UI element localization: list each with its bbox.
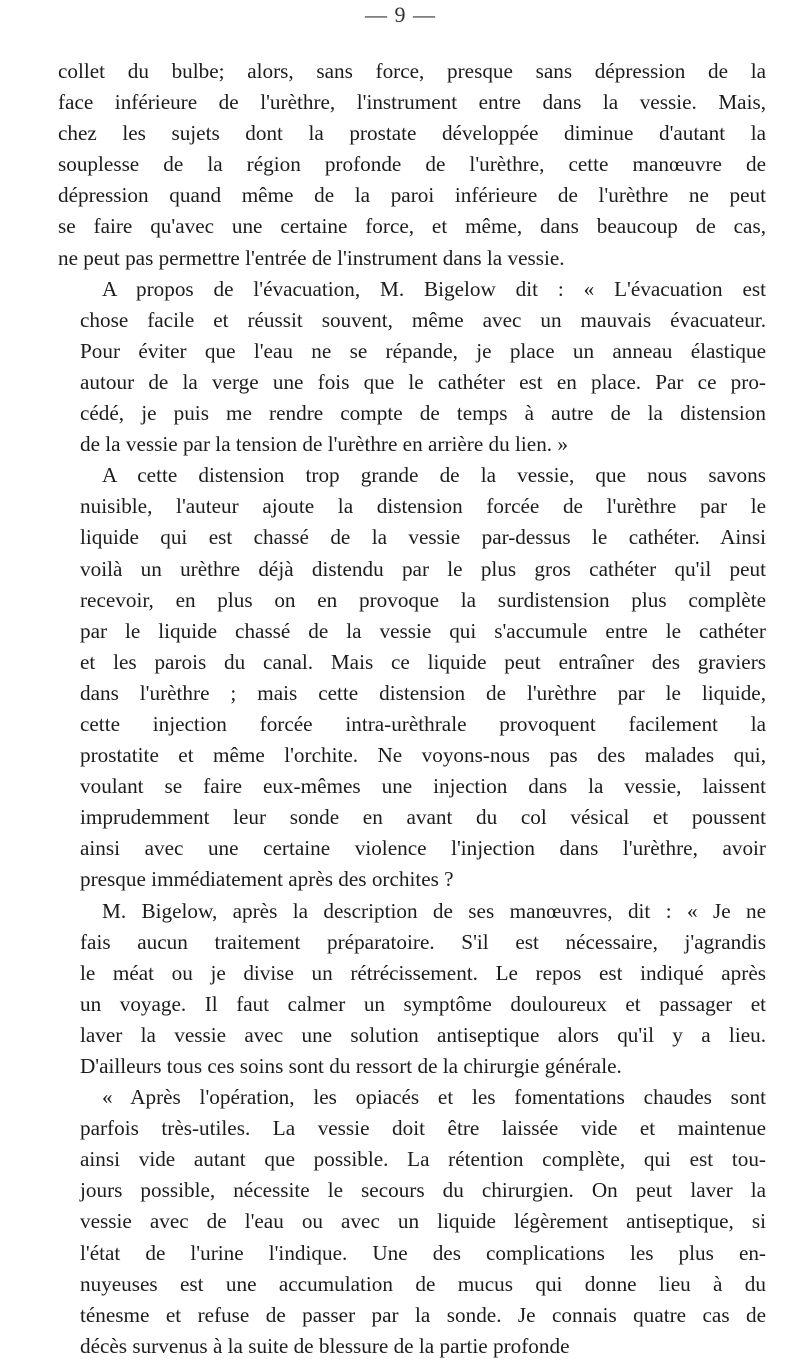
text-line: chez les sujets dont la prostate développée diminue d'autant la: [58, 121, 766, 146]
text-line: ténesme et refuse de passer par la sonde. Je connais quatre cas de: [80, 1302, 766, 1327]
text-line: souplesse de la région profonde de l'urèthre, cette manœuvre de: [58, 152, 766, 177]
text-line: dépression quand même de la paroi inférieure de l'urèthre ne peut: [58, 183, 766, 208]
text-line: ainsi avec une certaine violence l'injection dans l'urèthre, avoir: [80, 836, 766, 861]
text-line: collet du bulbe; alors, sans force, presque sans dépression de la: [58, 59, 766, 83]
text-line: recevoir, en plus on en provoque la surdistension plus complète: [80, 587, 766, 612]
text-line: D'ailleurs tous ces soins sont du ressort de la chirurgie générale.: [80, 1054, 622, 1078]
text-line: l'état de l'urine l'indique. Une des complications les plus en-: [80, 1240, 766, 1265]
text-line: de la vessie par la tension de l'urèthre en arrière du lien. »: [80, 432, 568, 457]
text-line: ainsi vide autant que possible. La rétention complète, qui est tou-: [80, 1147, 766, 1172]
paragraph: [58, 1082, 766, 1362]
text-line: décès survenus à la suite de blessure de la partie profonde: [80, 1333, 570, 1358]
text-line: jours possible, nécessite le secours du chirurgien. On peut laver la: [80, 1178, 766, 1203]
text-line: parfois très-utiles. La vessie doit être laissée vide et maintenue: [80, 1116, 766, 1141]
text-line: nuisible, l'auteur ajoute la distension forcée de l'urèthre par le: [80, 494, 766, 519]
text-line: A propos de l'évacuation, M. Bigelow dit : « L'évacuation est: [102, 276, 766, 301]
text-line: laver la vessie avec une solution antiseptique alors qu'il y a lieu.: [80, 1022, 766, 1047]
text-line: se faire qu'avec une certaine force, et même, dans beaucoup de cas,: [58, 214, 766, 239]
text-line: et les parois du canal. Mais ce liquide peut entraîner des graviers: [80, 649, 766, 674]
body-text: [58, 56, 766, 1362]
paragraph: [58, 460, 766, 895]
text-line: fais aucun traitement préparatoire. S'il est nécessaire, j'agrandis: [80, 929, 766, 954]
text-line: nuyeuses est une accumulation de mucus qui donne lieu à du: [80, 1271, 766, 1296]
text-line: A cette distension trop grande de la vessie, que nous savons: [102, 463, 766, 488]
text-line: presque immédiatement après des orchites ?: [80, 867, 454, 892]
text-line: voilà un urèthre déjà distendu par le plus gros cathéter qu'il peut: [80, 556, 766, 581]
text-line: le méat ou je divise un rétrécissement. Le repos est indiqué après: [80, 960, 766, 985]
text-line: dans l'urèthre ; mais cette distension de l'urèthre par le liquide,: [80, 680, 766, 705]
text-line: autour de la verge une fois que le cathéter est en place. Par ce pro-: [80, 369, 766, 394]
text-line: chose facile et réussit souvent, même avec un mauvais évacuateur.: [80, 307, 766, 332]
text-line: « Après l'opération, les opiacés et les fomentations chaudes sont: [102, 1085, 766, 1110]
text-line: face inférieure de l'urèthre, l'instrument entre dans la vessie. Mais,: [58, 90, 766, 115]
page-number: — 9 —: [365, 2, 436, 27]
text-line: prostatite et même l'orchite. Ne voyons-nous pas des malades qui,: [80, 743, 766, 768]
text-line: vessie avec de l'eau ou avec un liquide légèrement antiseptique, si: [80, 1209, 766, 1234]
paragraph: [58, 56, 766, 274]
paragraph: [58, 896, 766, 1083]
text-line: ne peut pas permettre l'entrée de l'instrument dans la vessie.: [58, 245, 565, 270]
text-line: cédé, je puis me rendre compte de temps à autre de la distension: [80, 401, 766, 426]
text-line: liquide qui est chassé de la vessie par-dessus le cathéter. Ainsi: [80, 525, 766, 550]
text-line: un voyage. Il faut calmer un symptôme douloureux et passager et: [80, 991, 766, 1016]
text-line: voulant se faire eux-mêmes une injection dans la vessie, laissent: [80, 774, 766, 799]
text-line: par le liquide chassé de la vessie qui s'accumule entre le cathéter: [80, 618, 766, 643]
paragraph: [58, 274, 766, 461]
text-line: cette injection forcée intra-urèthrale provoquent facilement la: [80, 711, 766, 736]
text-line: imprudemment leur sonde en avant du col vésical et poussent: [80, 805, 766, 830]
text-line: Pour éviter que l'eau ne se répande, je place un anneau élastique: [80, 338, 766, 363]
text-line: M. Bigelow, après la description de ses manœuvres, dit : « Je ne: [102, 898, 766, 923]
